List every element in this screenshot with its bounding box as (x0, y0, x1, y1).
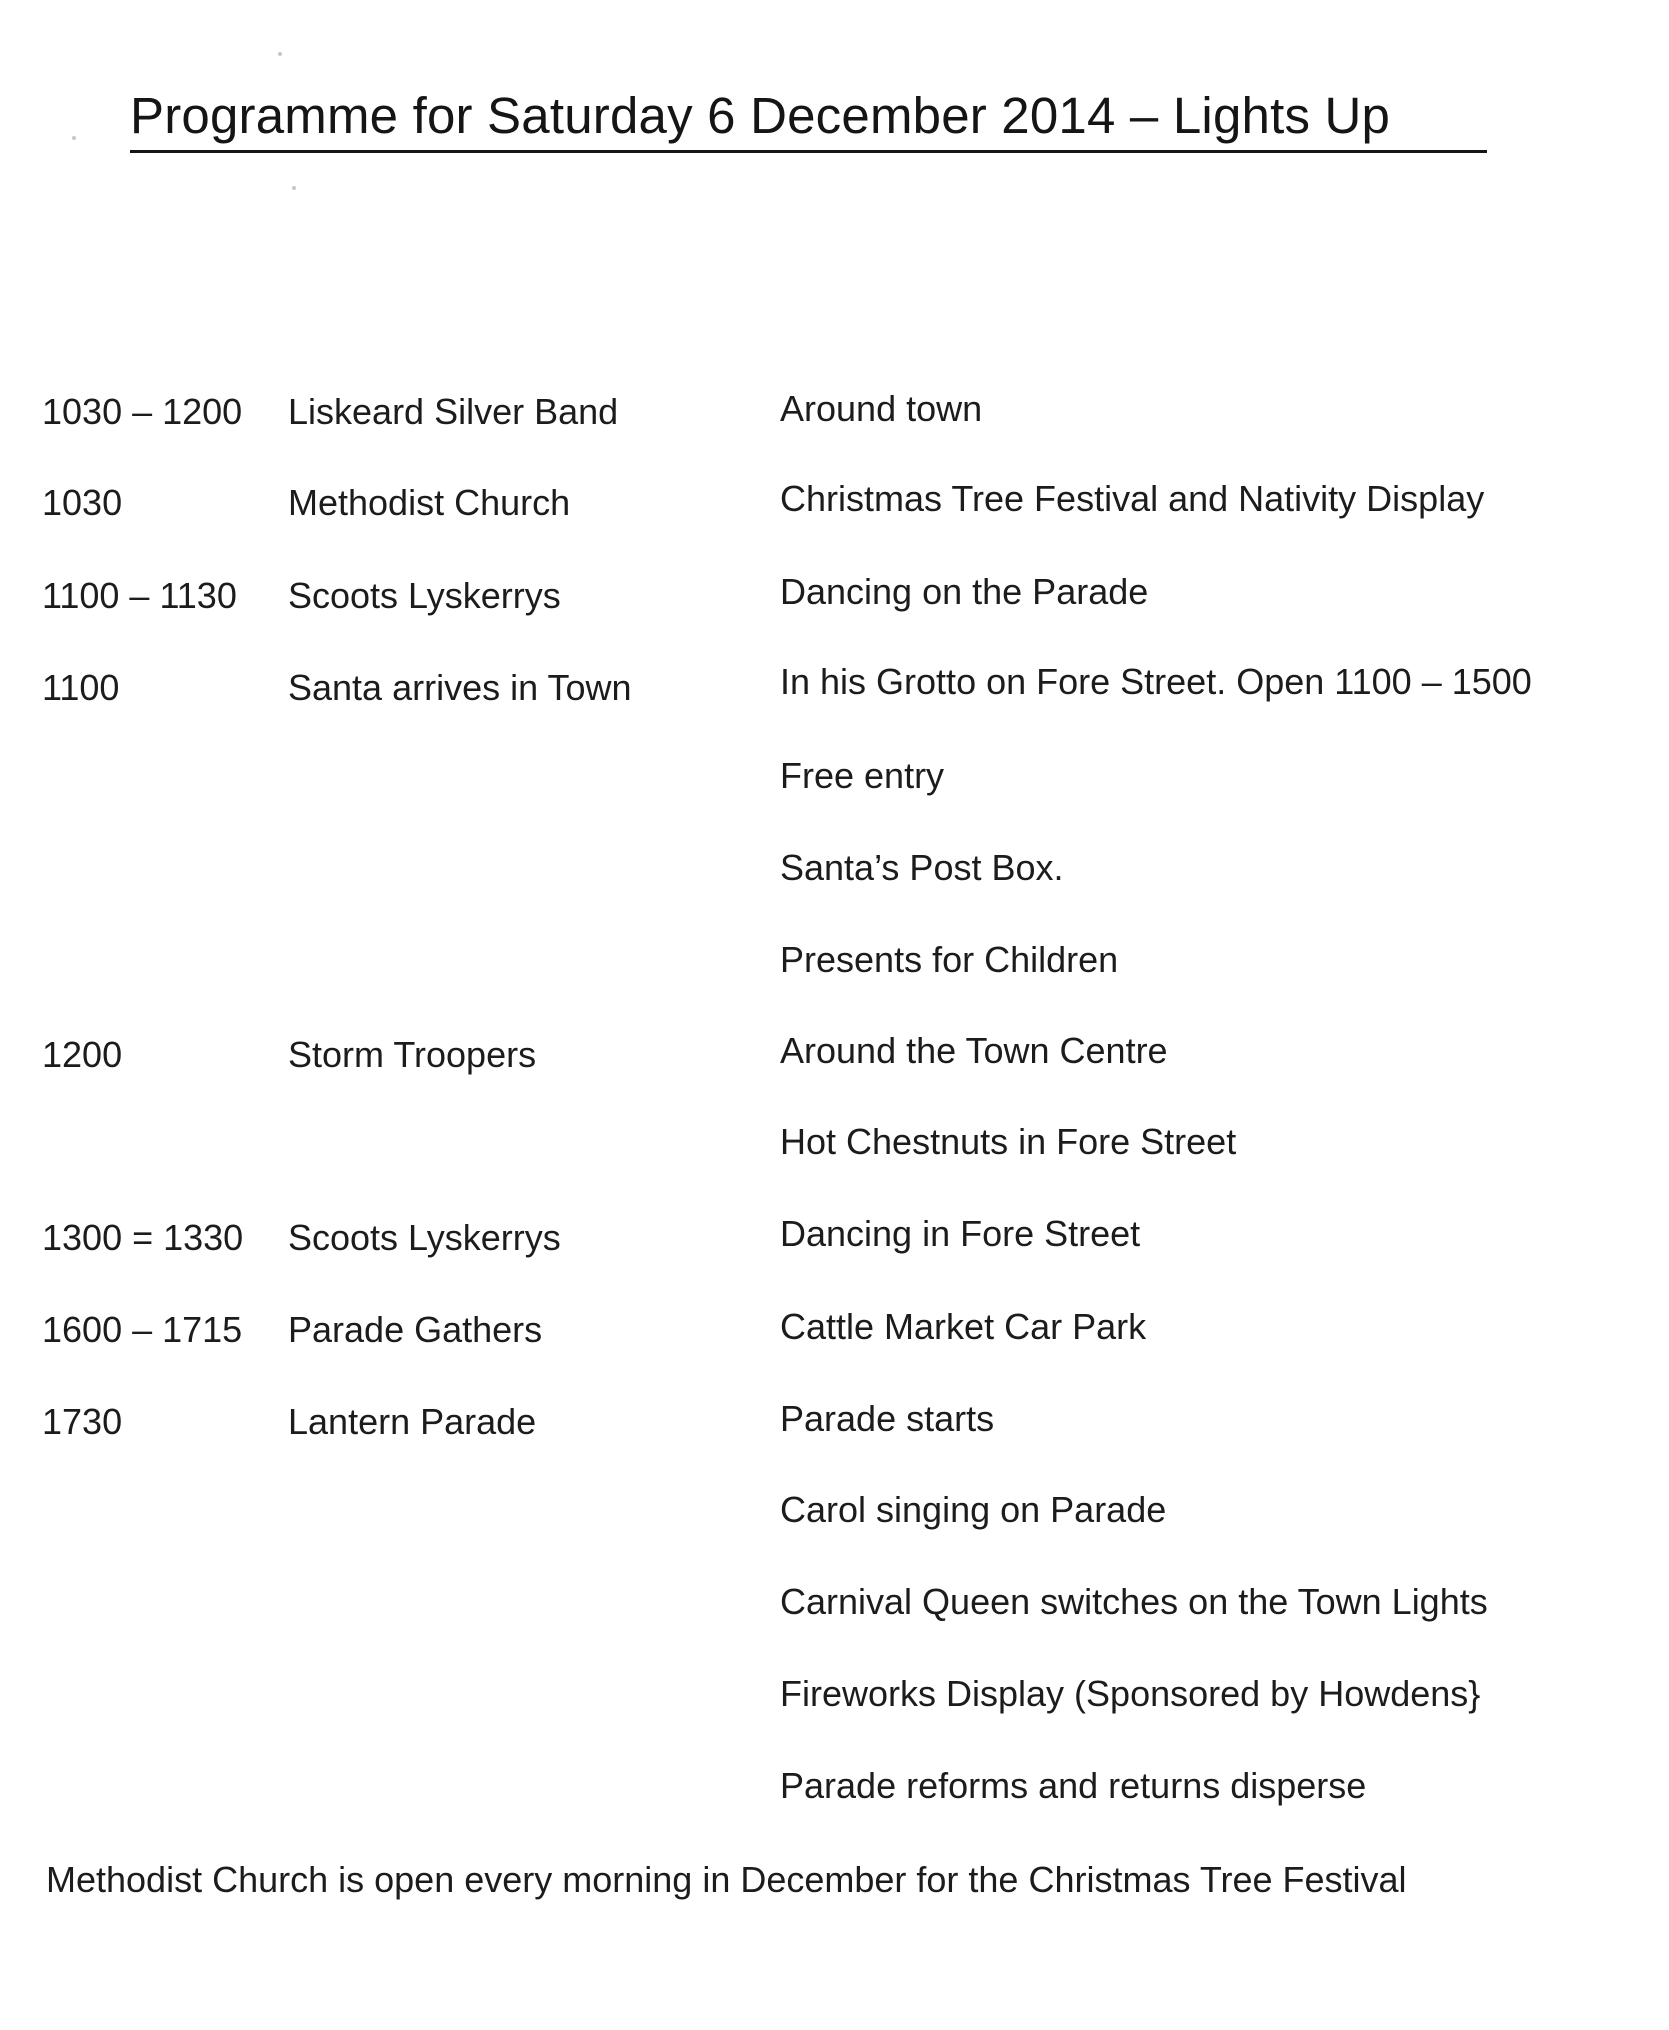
row-time: 1100 – 1130 (42, 575, 237, 616)
row-event: Scoots Lyskerrys (288, 575, 561, 616)
row-detail: Parade starts (780, 1398, 995, 1439)
row-time: 1200 (42, 1034, 123, 1075)
scan-speck (292, 186, 296, 190)
row-detail: Free entry (780, 755, 945, 796)
row-event: Lantern Parade (288, 1401, 537, 1442)
row-time: 1030 (42, 482, 123, 523)
footer-note: Methodist Church is open every morning in December for the Christmas Tree Festival (46, 1859, 1407, 1900)
scan-speck (278, 52, 282, 56)
row-detail: In his Grotto on Fore Street. Open 1100 – 1500 (780, 661, 1532, 702)
row-event: Santa arrives in Town (288, 667, 632, 708)
row-time: 1100 (42, 667, 120, 708)
row-detail: Carnival Queen switches on the Town Lights (780, 1581, 1488, 1622)
row-time: 1030 – 1200 (42, 391, 243, 432)
scan-speck (72, 136, 76, 140)
row-event: Scoots Lyskerrys (288, 1217, 561, 1258)
row-detail: Dancing in Fore Street (780, 1213, 1141, 1254)
row-detail: Christmas Tree Festival and Nativity Display (780, 478, 1485, 519)
row-time: 1600 – 1715 (42, 1309, 243, 1350)
row-detail: Carol singing on Parade (780, 1489, 1167, 1530)
row-time: 1730 (42, 1401, 123, 1442)
row-detail: Parade reforms and returns disperse (780, 1765, 1367, 1806)
row-time: 1300 = 1330 (42, 1217, 244, 1258)
row-detail: Fireworks Display (Sponsored by Howdens} (780, 1673, 1481, 1714)
row-event: Storm Troopers (288, 1034, 537, 1075)
row-event: Liskeard Silver Band (288, 391, 619, 432)
title-underline (130, 150, 1487, 153)
row-detail: Presents for Children (780, 939, 1119, 980)
row-detail: Dancing on the Parade (780, 571, 1149, 612)
row-detail: Cattle Market Car Park (780, 1306, 1147, 1347)
page-title: Programme for Saturday 6 December 2014 – Lights Up (130, 87, 1391, 144)
row-detail: Santa’s Post Box. (780, 847, 1064, 888)
row-detail: Hot Chestnuts in Fore Street (780, 1121, 1237, 1162)
row-event: Parade Gathers (288, 1309, 543, 1350)
row-detail: Around town (780, 388, 983, 429)
row-detail: Around the Town Centre (780, 1030, 1168, 1071)
row-event: Methodist Church (288, 482, 571, 523)
